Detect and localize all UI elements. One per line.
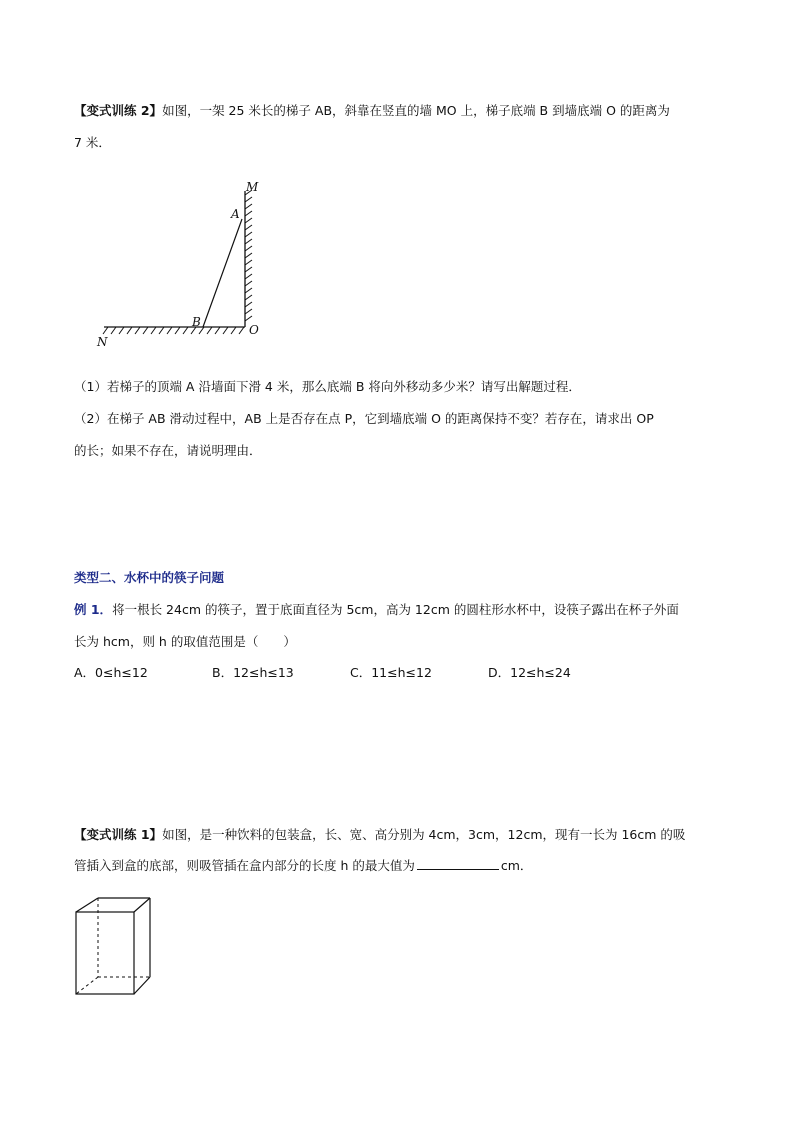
- exercise2-tag: 【变式训练 2】: [74, 103, 163, 118]
- ground-hatching: [103, 327, 244, 334]
- example1-tag: 例 1．: [74, 602, 113, 617]
- exercise1-statement-line2: [74, 857, 532, 875]
- exercise1-text-line1: 如图，是一种饮料的包装盒，长、宽、高分别为 4cm，3cm，12cm，现有一长为 16cm 的吸: [162, 827, 686, 842]
- label-A: A: [231, 207, 240, 221]
- box-figure: [70, 892, 160, 1002]
- exercise1-statement-line1: [74, 826, 685, 844]
- exercise2-question2-line1: （2）在梯子 AB 滑动过程中，AB 上是否存在点 P，它到墙底端 O 的距离保持不变？若存在，请求出 OP: [74, 411, 654, 426]
- ladder-line: [203, 219, 242, 327]
- box-front-face: [76, 912, 134, 994]
- exercise2-statement-line1: [74, 102, 670, 120]
- exercise1-unit: cm．: [500, 858, 533, 873]
- example1-option-d: D．12≤h≤24: [488, 665, 571, 680]
- example1-statement-line2: 长为 hcm，则 h 的取值范围是（ ）: [74, 634, 296, 649]
- exercise2-question2-line2: 的长；如果不存在，请说明理由．: [74, 443, 262, 458]
- section2-title: 类型二、水杯中的筷子问题: [74, 570, 225, 585]
- answer-blank[interactable]: [417, 857, 499, 870]
- example1-option-b: B．12≤h≤13: [212, 665, 294, 680]
- exercise1-tag: 【变式训练 1】: [74, 827, 163, 842]
- exercise2-statement-line2: 7 米．: [74, 135, 111, 150]
- exercise2-question1: （1）若梯子的顶端 A 沿墙面下滑 4 米，那么底端 B 将向外移动多少米？请写出解题过程．: [74, 379, 581, 394]
- exercise1-text-line2: 管插入到盒的底部，则吸管插在盒内部分的长度 h 的最大值为: [74, 858, 415, 873]
- label-O: O: [249, 323, 259, 337]
- example1-option-a: A．0≤h≤12: [74, 665, 148, 680]
- exercise2-text-line1: 如图，一架 25 米长的梯子 AB，斜靠在竖直的墙 MO 上，梯子底端 B 到墙底端 O 的距离为: [162, 103, 670, 118]
- label-M: M: [246, 180, 259, 194]
- label-N: N: [97, 335, 108, 349]
- example1-statement-line1: [74, 601, 679, 619]
- example1-text-line1: 将一根长 24cm 的筷子，置于底面直径为 5cm，高为 12cm 的圆柱形水杯中，设筷子露出在杯子外面: [112, 602, 679, 617]
- ladder-figure: [90, 175, 280, 355]
- label-B: B: [192, 315, 201, 329]
- example1-option-c: C．11≤h≤12: [350, 665, 432, 680]
- wall-hatching: [245, 190, 252, 321]
